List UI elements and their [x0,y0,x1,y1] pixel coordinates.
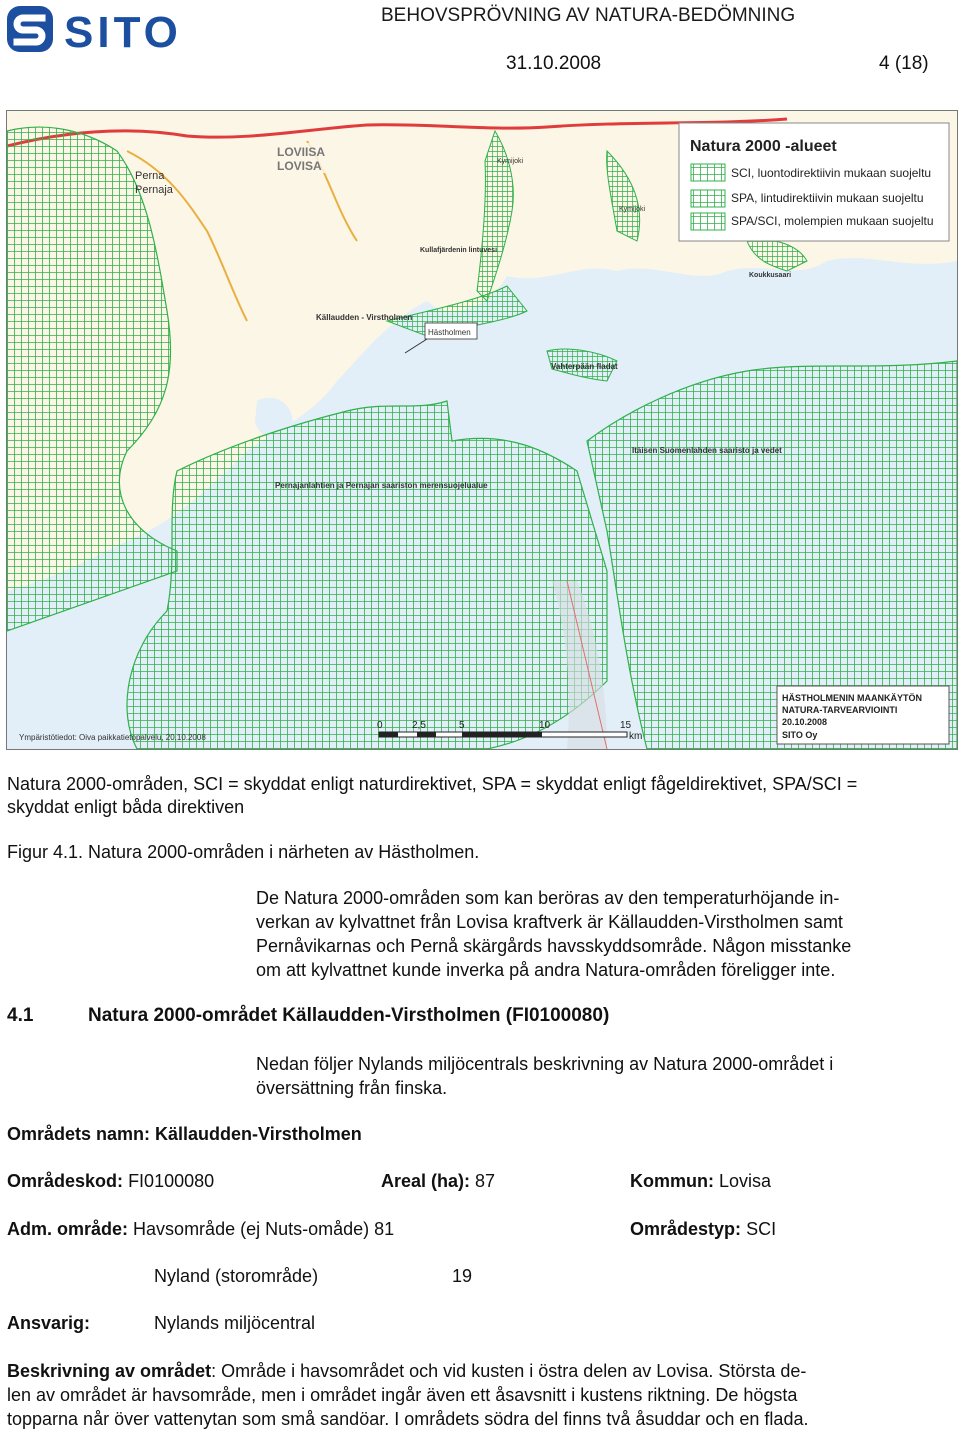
label-koukkusaari: Koukkusaari [749,272,792,279]
label-kymijoki-top: Kymijoki [497,158,524,165]
scale-tick-2-5: 2,5 [412,720,426,731]
section-intro-line-2: översättning från finska. [256,1078,448,1098]
legend-item-sci: SCI, luontodirektiivin mukaan suojeltu [731,166,932,180]
info-box-line-4: SITO Oy [782,730,818,740]
area-size-value: 87 [475,1171,496,1191]
scale-unit: km [629,731,643,742]
logo-text: SITO [64,8,182,56]
area-type-label: Områdestyp: [630,1219,742,1239]
area-code-value: FI0100080 [128,1171,215,1191]
natura-map [6,110,958,750]
region-code: 19 [452,1266,473,1286]
legend-swatch-spa-sci [691,213,725,230]
description-line-1: : Område i havsområdet och vid kusten i östra delen av Lovisa. Största de- [211,1361,807,1381]
area-description [7,1359,808,1431]
adm-area-field [7,1219,394,1240]
label-loviisa: LOVIISA [277,145,326,159]
label-itaisen: Itäisen Suomenlahden saaristo ja vedet [632,446,782,455]
label-perna: Perna [135,170,165,182]
scale-tick-5: 5 [459,720,465,731]
area-size-field [381,1171,495,1192]
section-intro-line-1: Nedan följer Nylands miljöcentrals beskrivning av Natura 2000-området i [256,1054,834,1074]
municipality-value: Lovisa [719,1171,772,1191]
map-legend [679,123,949,241]
section-number: 4.1 [7,1005,34,1026]
description-line-3: topparna når över vattenytan som små sandöar. I områdets södra del finns två åsuddar och en flada. [7,1409,809,1429]
area-name: Områdets namn: Källaudden-Virstholmen [7,1124,362,1144]
label-lovisa: LOVISA [277,159,322,173]
area-code-field [7,1171,214,1192]
scale-tick-10: 10 [539,720,551,731]
label-pernaja: Pernaja [135,184,173,196]
legend-item-spa-sci: SPA/SCI, molempien mukaan suojeltu [731,214,934,228]
area-size-label: Areal (ha): [381,1171,471,1191]
intro-line-3: Pernåvikarnas och Pernå skärgårds havsskyddsområde. Någon misstanke [256,936,852,956]
legend-title: Natura 2000 -alueet [690,138,837,155]
area-code-label: Områdeskod: [7,1171,124,1191]
info-box-line-3: 20.10.2008 [782,717,828,727]
legend-swatch-sci [691,164,725,181]
document-date: 31.10.2008 [506,53,602,74]
adm-area-label: Adm. område: [7,1219,129,1239]
info-box-line-2: NATURA-TARVEARVIOINTI [782,705,898,715]
label-pernajanlahtien: Pernajanlahtien ja Pernajan saariston merensuojelualue [275,481,488,490]
legend-swatch-spa [691,190,725,207]
document-title: BEHOVSPRÖVNING AV NATURA-BEDÖMNING [381,5,796,26]
legend-item-spa: SPA, lintudirektiivin mukaan suojeltu [731,191,924,205]
area-type-field [630,1219,776,1240]
description-line-2: len av området är havsområde, men i området ingår även ett åsavsnitt i kustens riktning. De högsta [7,1385,798,1405]
info-box-line-1: HÄSTHOLMENIN MAANKÄYTÖN [782,693,922,703]
label-vahterpaan: Vahterpään fladat [551,362,618,371]
map-info-box [777,686,949,744]
map-source: Ympäristötiedot: Oiva paikkatietopalvelu, 20.10.2008 [19,733,206,742]
scale-tick-15: 15 [620,720,632,731]
label-kallaudden: Källaudden - Virstholmen [316,313,413,322]
description-label: Beskrivning av området [7,1361,212,1381]
section-title: Natura 2000-området Källaudden-Virstholmen (FI0100080) [88,1005,610,1026]
responsible-label: Ansvarig: [7,1313,91,1333]
map-caption-line-2: skyddat enligt båda direktiven [7,797,245,817]
area-type-value: SCI [746,1219,777,1239]
region-name: Nyland (storområde) [154,1266,319,1286]
intro-line-1: De Natura 2000-områden som kan beröras av den temperaturhöjande in- [256,888,840,908]
map-caption-line-1: Natura 2000-områden, SCI = skyddat enligt naturdirektivet, SPA = skyddat enligt fågeldirektivet, SPA/SCI = [7,774,858,794]
scale-tick-0: 0 [377,720,383,731]
label-kullafjarden: Kullafjärdenin lintuvesi [420,247,498,254]
figure-caption: Figur 4.1. Natura 2000-områden i närheten av Hästholmen. [7,842,480,862]
adm-area-value: Havsområde (ej Nuts-omåde) 81 [133,1219,395,1239]
label-hastholmen: Hästholmen [428,328,471,337]
page-number: 4 (18) [879,53,929,74]
intro-line-2: verkan av kylvattnet från Lovisa kraftverk är Källaudden-Virstholmen samt [256,912,843,932]
municipality-field [630,1171,771,1192]
sito-logo [6,4,228,56]
section-intro [256,1052,833,1100]
intro-line-4: om att kylvattnet kunde inverka på andra Natura-områden föreligger inte. [256,960,836,980]
responsible-value: Nylands miljöcentral [154,1313,316,1333]
section-heading [7,1005,609,1027]
label-kymijoki-mid: Kymijoki [619,206,646,213]
intro-paragraph [256,886,851,982]
municipality-label: Kommun: [630,1171,714,1191]
map-caption [7,773,857,819]
